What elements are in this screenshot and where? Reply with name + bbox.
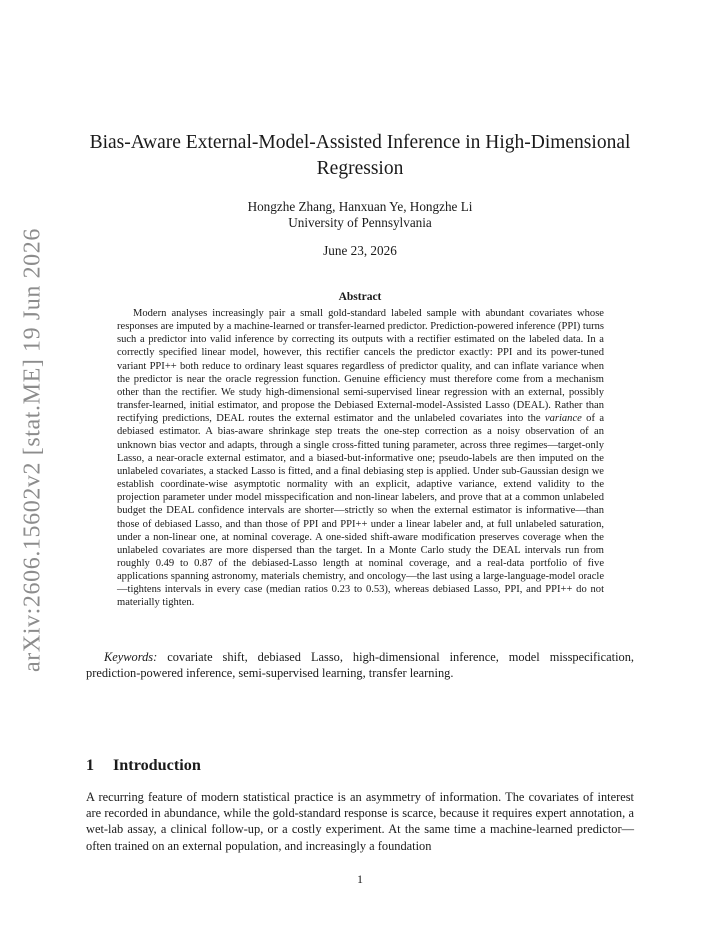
abstract-heading: Abstract: [338, 291, 382, 303]
paper-date: June 23, 2026: [323, 243, 397, 258]
abstract-body: [117, 307, 604, 610]
section-number: 1: [86, 756, 95, 774]
section-title: Introduction: [113, 756, 201, 774]
author-names: Hongzhe Zhang, Hanxuan Ye, Hongzhe Li: [247, 199, 473, 214]
author-block: [80, 199, 640, 231]
abstract-text-1: Modern analyses increasingly pair a small gold-standard labeled sample with abundant covariates whose responses are imputed by a machine-learned or transfer-learned predictor. Prediction-powered inference (PPI) turns such a predictor into valid inference by correcting its outputs with a rectifier estimated on the labeled data. In a correctly specified linear model, however, this rectifier cancels the predictor exactly: PPI and its power-tuned variant PPI++ both reduce to ordinary least squares regardless of predictor quality, and can inflate variance when the predictor is near the oracle regression function. Genuine efficiency must therefore come from a mechanism other than the rectifier. We study high-dimensional semi-supervised linear regression with an external, possibly transfer-learned, initial estimator, and propose the Debiased External-model-Assisted Lasso (DEAL). Rather than rectifying predictions, DEAL routes the external estimator and the unlabeled covariates into the: [117, 308, 604, 425]
intro-paragraph: A recurring feature of modern statistical practice is an asymmetry of information. The covariates of interest are recorded in abundance, while the gold-standard response is scarce, because it requires expert annotation, a wet-lab assay, a clinical follow-up, or a costly experiment. At the same time a machine-learned predictor—often trained on an external population, and increasingly a foundation: [86, 790, 634, 853]
page-number: 1: [357, 872, 363, 886]
arxiv-identifier: arXiv:2606.15602v2 [stat.ME] 19 Jun 2026: [19, 228, 46, 672]
section-heading: [86, 756, 201, 775]
keywords-list: covariate shift, debiased Lasso, high-dimensional inference, model misspecification, prediction-powered inference, semi-supervised learning, transfer learning.: [86, 650, 634, 680]
paper-title: Bias-Aware External-Model-Assisted Inference in High-Dimensional Regression: [89, 132, 631, 179]
affiliation: University of Pennsylvania: [288, 215, 432, 230]
arxiv-sidebar: [18, 228, 48, 672]
keywords: [86, 650, 634, 682]
abstract-text-2: of a debiased estimator. A bias-aware shrinkage step treats the one-step correction as a noisy observation of an unknown bias vector and adapts, through a single cross-fitted tuning parameter, across three regimes—target-only Lasso, a near-oracle external estimator, and a biased-but-informative one; pseudo-labels are then imputed on the unlabeled covariates, a stacked Lasso is fitted, and a final debiasing step is applied. Under sub-Gaussian design we establish coordinate-wise asymptotic normality with an explicit, adaptive variance, extend validity to the projection parameter under model misspecification and non-linear labelers, and prove that at a common unlabeled budget the DEAL confidence intervals are shorter—strictly so when the external estimator is informative—than those of debiased Lasso, and than those of PPI and PPI++ under a linear labeler and, at full unlabeled saturation, under a non-linear one, at nominal coverage. A one-sided shift-aware modification preserves coverage when the unlabeled covariates are more dispersed than the target. In a Monte Carlo study the DEAL intervals run from roughly 0.49 to 0.87 of the debiased-Lasso length at nominal coverage, and a real-data portfolio of five applications spanning astronomy, materials chemistry, and oncology—the last using a large-language-model oracle—tightens intervals in every case (median ratios 0.23 to 0.53), whereas debiased Lasso, PPI, and PPI++ do not materially tighten.: [117, 413, 604, 609]
keywords-label: Keywords:: [104, 650, 158, 664]
abstract-emphasis: variance: [544, 413, 582, 425]
